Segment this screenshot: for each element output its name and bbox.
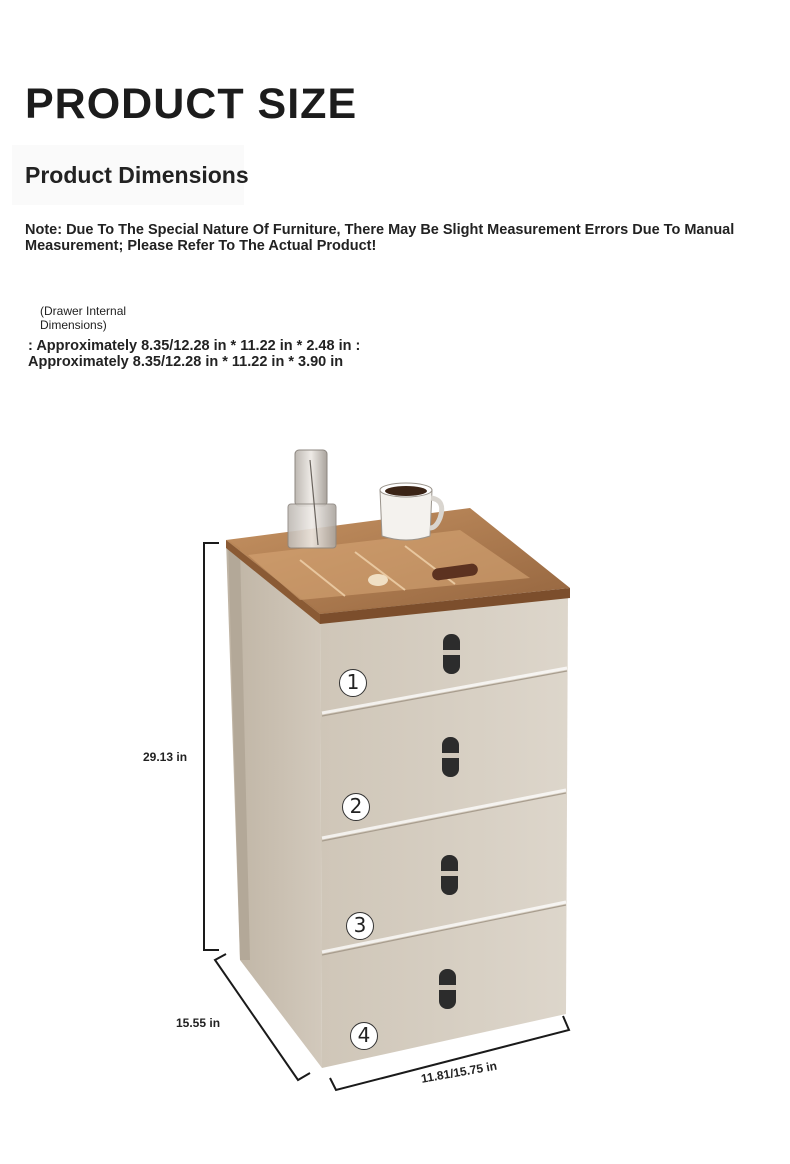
drawer-internal-label: (Drawer Internal Dimensions) <box>40 304 127 332</box>
vase-icon <box>288 450 336 548</box>
page-title: PRODUCT SIZE <box>25 80 358 128</box>
drawer-number-2: 2 <box>342 793 370 821</box>
height-dimension-line <box>204 543 219 950</box>
width-dimension-label: 11.81/15.75 in <box>420 1058 498 1086</box>
section-subtitle: Product Dimensions <box>25 162 249 188</box>
drawer-dimension-line-2: Approximately 8.35/12.28 in * 11.22 in * 3.90 in <box>28 354 344 370</box>
drawer-number-3: 3 <box>346 912 374 940</box>
measurement-note: Note: Due To The Special Nature Of Furniture, There May Be Slight Measurement Errors Due To Manual Measurement; Please Refer To The Actual Product! <box>25 222 735 254</box>
depth-dimension-label: 15.55 in <box>176 1016 221 1030</box>
cabinet-side <box>226 540 322 1068</box>
drawer-number-1: 1 <box>339 669 367 697</box>
drawer-number-4: 4 <box>350 1022 378 1050</box>
height-dimension-label: 29.13 in <box>143 750 188 764</box>
drawer-dimension-line-1: : Approximately 8.35/12.28 in * 11.22 in * 2.48 in : <box>28 338 361 354</box>
